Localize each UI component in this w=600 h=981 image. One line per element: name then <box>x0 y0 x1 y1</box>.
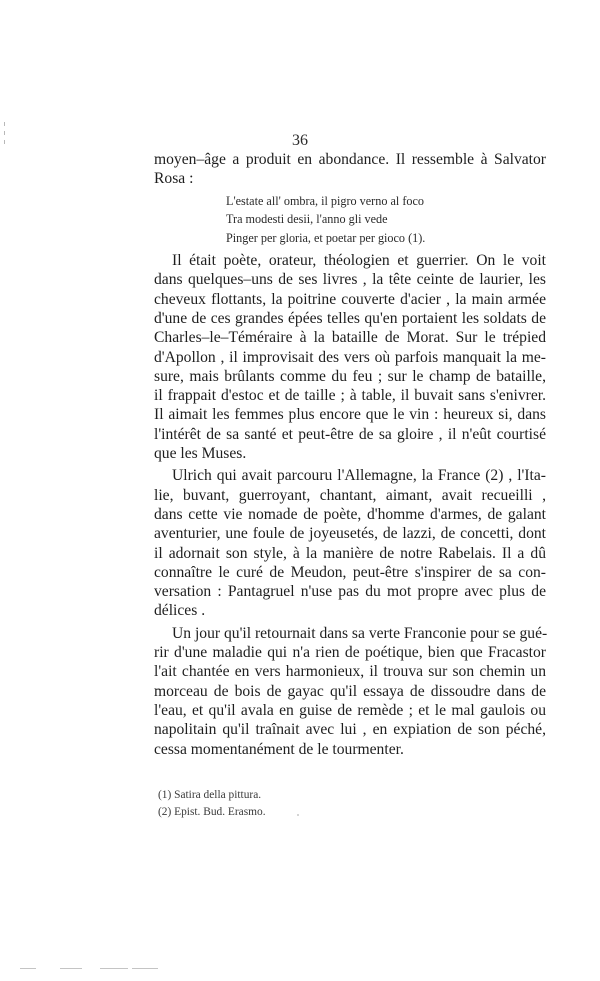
margin-mark <box>4 122 5 126</box>
margin-mark <box>4 131 5 135</box>
scan-edge-mark <box>132 968 158 969</box>
footnote: (2) Epist. Bud. Erasmo. <box>158 805 266 818</box>
footnotes <box>154 787 546 821</box>
paper-speck <box>297 814 299 816</box>
page-number: 36 <box>292 132 308 149</box>
paragraph-line: rir d'une maladie qui n'a rien de poétique, bien que Fracastor <box>154 644 546 662</box>
poem-quotation <box>154 192 546 248</box>
paragraph-4 <box>154 624 546 759</box>
paragraph-line: l'intérêt de sa santé et peut-être de sa gloire , il n'eût courtisé <box>154 425 546 443</box>
poem-line: Tra modesti desii, l'anno gli vede <box>226 212 388 227</box>
poem-line: Pinger per gloria, et poetar per gioco (1). <box>226 230 426 245</box>
paragraph-line: napolitain qu'il traînait avec lui , en expiation de son péché, <box>154 721 546 739</box>
paragraph-line: Il était poète, orateur, théologien et guerrier. On le voit <box>172 252 546 270</box>
footnote: (1) Satira della pittura. <box>158 788 262 801</box>
paragraph-line: lie, buvant, guerroyant, chantant, aimant, avait recueilli , <box>154 486 546 504</box>
paragraph-line: moyen–âge a produit en abondance. Il ressemble à Salvator <box>154 151 546 168</box>
paragraph-line: Ulrich qui avait parcouru l'Allemagne, la France (2) , l'Ita- <box>172 467 546 485</box>
paragraph-line: Un jour qu'il retournait dans sa verte Franconie pour se gué- <box>172 624 548 642</box>
paragraph-line: dans quelques–uns de ses livres , la tête ceinte de laurier, les <box>154 271 546 289</box>
paragraph-line: d'une de ces grandes épées telles qu'en portaient les soldats de <box>154 309 546 327</box>
paragraph-line: versation : Pantagruel n'use pas du mot propre avec plus de <box>154 583 546 601</box>
paragraph-line: sure, mais brûlants comme du feu ; sur le champ de bataille, <box>154 367 546 385</box>
scan-edge-mark <box>100 968 128 969</box>
paragraph-line: délices . <box>154 602 206 620</box>
paragraph-line: aventurier, une foule de joyeusetés, de lazzi, de concetti, dont <box>154 525 546 543</box>
scan-edge-mark <box>20 968 36 969</box>
paragraph-line: cessa momentanément de le tourmenter. <box>154 740 404 758</box>
paragraph-line: l'eau, et qu'il avala en guise de remède ; et le mal gaulois ou <box>154 701 546 719</box>
paragraph-2 <box>154 251 546 463</box>
margin-mark <box>4 140 5 144</box>
body-text <box>154 148 546 821</box>
paragraph-line: morceau de bois de gayac qu'il essaya de dissoudre dans de <box>154 682 546 700</box>
paragraph-line: Charles–le–Téméraire à la bataille de Morat. Sur le trépied <box>154 329 546 347</box>
paragraph-line: il frappait d'estoc et de taille ; à table, il buvait sans s'enivrer. <box>154 387 546 405</box>
paragraph-line: cheveux flottants, la poitrine couverte d'acier , la main armée <box>154 290 546 308</box>
paragraph-3 <box>154 466 546 620</box>
paragraph-line: Il aimait les femmes plus encore que le vin : heureux si, dans <box>154 406 546 424</box>
paragraph-line: d'Apollon , il improvisait des vers où parfois manquait la me- <box>154 348 546 366</box>
paragraph-1 <box>154 150 546 189</box>
paragraph-line: dans cette vie nomade de poète, d'homme d'armes, de galant <box>154 505 546 523</box>
poem-line: L'estate all' ombra, il pigro verno al foco <box>226 193 424 208</box>
scan-edge-mark <box>60 968 82 969</box>
paragraph-line: que les Muses. <box>154 445 247 463</box>
paragraph-line: l'ait chantée en vers harmonieux, il trouva sur son chemin un <box>154 663 546 681</box>
paragraph-line: il adornait son style, à la manière de notre Rabelais. Il a dû <box>154 544 546 562</box>
paragraph-line: Rosa : <box>154 170 194 188</box>
paragraph-line: connaître le curé de Meudon, peut-être s'inspirer de sa con- <box>154 563 546 581</box>
